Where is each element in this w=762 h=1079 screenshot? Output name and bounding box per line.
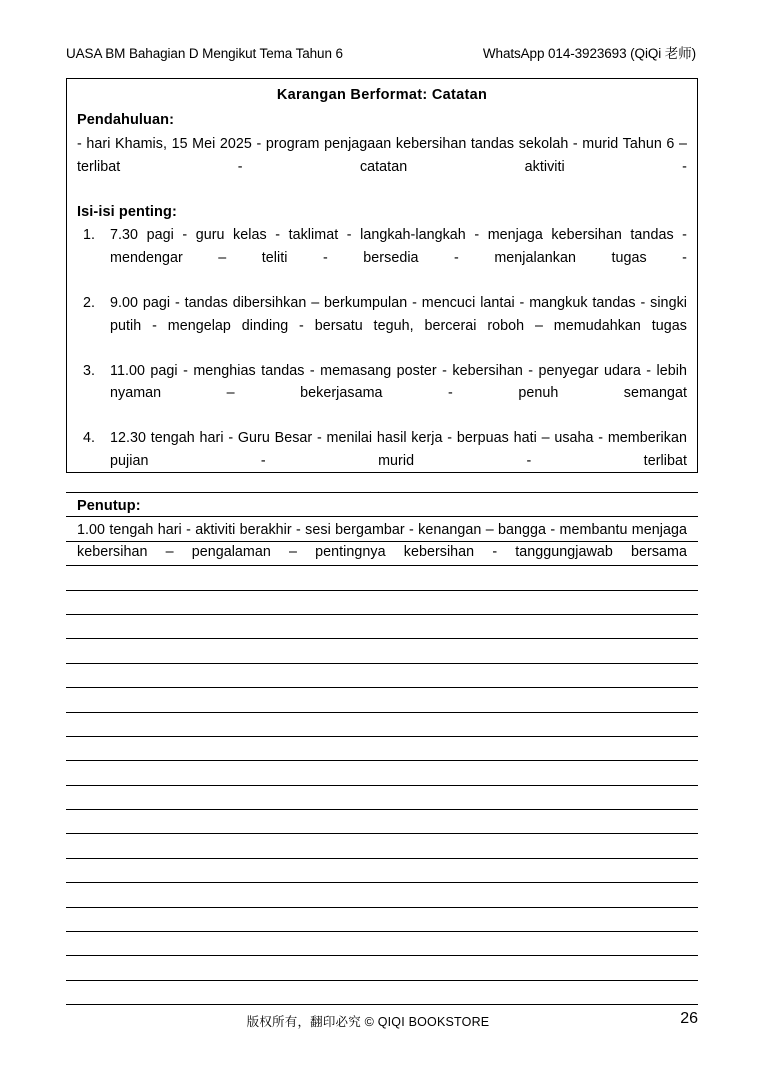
answer-line: [66, 785, 698, 786]
header-contact-right: WhatsApp 014-3923693 (QiQi 老师): [482, 46, 696, 61]
pendahuluan-text: - hari Khamis, 15 Mei 2025 - program penjagaan kebersihan tandas sekolah - murid Tahun 6 – terlibat - catatan aktiviti -: [77, 135, 687, 175]
answer-line: [66, 931, 698, 932]
list-item-text: 9.00 pagi - tandas dibersihkan – berkumpulan - mencuci lantai - mangkuk tandas - singki putih - mengelap dinding - bersatu teguh, bercerai roboh – memudahkan tugas: [110, 294, 687, 334]
answer-line: [66, 882, 698, 883]
list-item: [77, 292, 687, 360]
answer-line: [66, 809, 698, 810]
notes-box-title: Karangan Berformat: Catatan: [276, 87, 488, 103]
answer-line: [66, 541, 698, 542]
penutup-label: Penutup:: [77, 498, 141, 515]
list-item: [77, 427, 687, 495]
list-item-text: 12.30 tengah hari - Guru Besar - menilai hasil kerja - berpuas hati – usaha - memberikan pujian - murid - terlibat: [110, 430, 687, 470]
answer-line: [66, 565, 698, 566]
answer-line: [66, 614, 698, 615]
answer-line: [66, 712, 698, 713]
list-item-number: 3.: [83, 362, 96, 379]
answer-line: [66, 663, 698, 664]
answer-line: [66, 492, 698, 493]
answer-line: [66, 516, 698, 517]
list-item-number: 1.: [83, 227, 96, 244]
answer-line: [66, 980, 698, 981]
pendahuluan-label: Pendahuluan:: [77, 112, 175, 129]
list-item-number: 2.: [83, 294, 96, 311]
copyright-notice: 版权所有，翻印必究 © QIQI BOOKSTORE: [246, 1015, 490, 1029]
answer-line: [66, 638, 698, 639]
list-item: [77, 360, 687, 428]
answer-line: [66, 833, 698, 834]
list-item-text: 11.00 pagi - menghias tandas - memasang poster - kebersihan - penyegar udara - lebih nyaman – bekerjasama - penuh semangat: [110, 362, 687, 402]
list-item-number: 4.: [83, 430, 96, 447]
page-header: [66, 42, 698, 62]
penutup-text: 1.00 tengah hari - aktiviti berakhir - sesi bergambar - kenangan – bangga - membantu menjaga kebersihan – pengalaman – pentingnya kebersihan - tanggungjawab bersama: [77, 521, 687, 561]
isi-isi-penting-list: [77, 224, 687, 495]
answer-line: [66, 907, 698, 908]
answer-line: [66, 590, 698, 591]
list-item-text: 7.30 pagi - guru kelas - taklimat - langkah-langkah - menjaga kebersihan tandas - mendengar – teliti - bersedia - menjalankan tugas -: [110, 227, 687, 266]
page-footer: [66, 1010, 698, 1032]
answer-line: [66, 760, 698, 761]
list-item: [77, 224, 687, 292]
answer-line: [66, 955, 698, 956]
answer-line: [66, 687, 698, 688]
answer-line: [66, 736, 698, 737]
header-title-left: UASA BM Bahagian D Mengikut Tema Tahun 6: [66, 46, 343, 61]
answer-line: [66, 858, 698, 859]
answer-line: [66, 1004, 698, 1005]
karangan-notes-box: [66, 78, 698, 561]
page-number: 26: [680, 1010, 698, 1027]
answer-ruled-lines: [66, 492, 698, 1029]
isi-isi-penting-label: Isi-isi penting:: [77, 203, 177, 220]
